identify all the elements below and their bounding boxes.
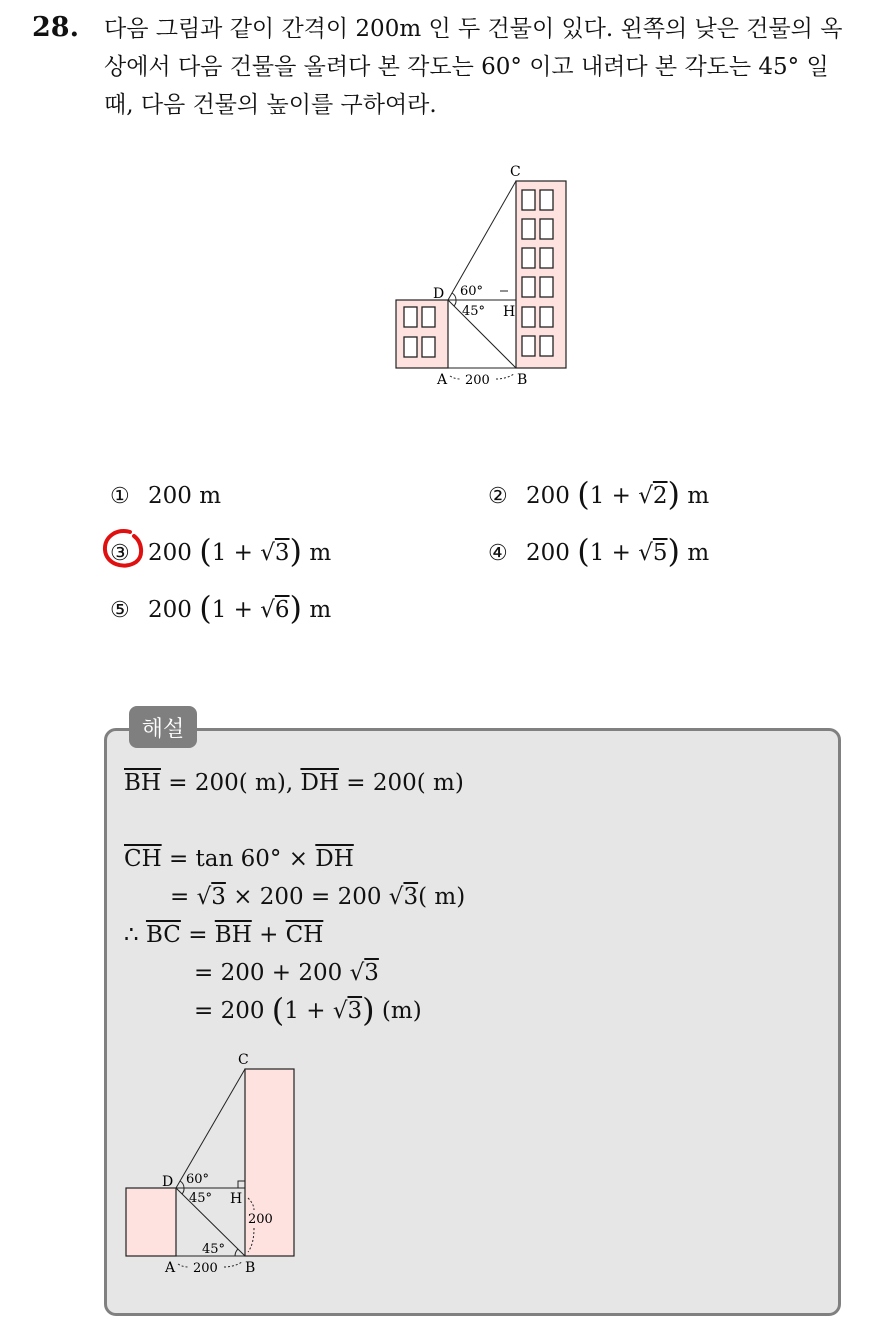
problem-figure [392, 160, 572, 392]
choice-1-unit: m [199, 483, 222, 509]
fig1-label-b: B [517, 372, 528, 388]
choice-5-number: ⑤ [110, 597, 130, 623]
choice-4[interactable]: ④ 200 ( 1 + √5 ) m [488, 532, 710, 570]
choice-1-number: ① [110, 483, 130, 509]
choice-2-unit: m [687, 483, 710, 509]
choice-1[interactable] [110, 476, 221, 516]
choice-2-coef: 200 [526, 483, 570, 509]
fig1-distance: 200 [465, 373, 490, 388]
solution-line-5: = 200 + 200 √3 [194, 960, 379, 986]
fig2-label-c: C [238, 1052, 249, 1068]
fig1-label-c: C [510, 164, 521, 180]
choice-4-coef: 200 [526, 540, 570, 566]
fig1-label-h: H [503, 304, 516, 320]
choice-5-unit: m [309, 597, 332, 623]
choice-3-sqrt: √3 [260, 540, 290, 566]
solution-line-4: ∴ $\overline{BC} = \overline{BH} + \overline{CH}$ [124, 922, 324, 948]
fig2-label-d: D [162, 1174, 174, 1190]
solution-line-2: $\overline{CH} = \tan 60^\circ \times \overline{DH}$ [124, 846, 354, 872]
choice-4-number: ④ [488, 540, 508, 566]
fig2-label-h: H [230, 1191, 243, 1207]
choice-3[interactable]: ③ 200 ( 1 + √3 ) m [110, 532, 332, 570]
fig1-label-d: D [433, 286, 445, 302]
fig2-bh-length: 200 [248, 1212, 273, 1227]
question-number: 28. [32, 12, 79, 43]
choice-1-value: 200 [148, 483, 192, 509]
choice-5[interactable]: ⑤ 200 ( 1 + √6 ) m [110, 589, 332, 627]
fig2-label-b: B [245, 1260, 256, 1276]
fig2-angle-down: 45° [189, 1191, 213, 1206]
fig2-low-building [126, 1188, 176, 1256]
choice-5-coef: 200 [148, 597, 192, 623]
fig2-angle-up: 60° [186, 1172, 210, 1187]
fig1-angle-up: 60° [460, 284, 484, 299]
line-dc [448, 181, 516, 300]
solution-line-6: = 200 (1 + √3) (m) [194, 991, 422, 1029]
choice-3-unit: m [309, 540, 332, 566]
solution-line-1: $\overline{BH} = 200$( m), $\overline{DH} = 200$( m) [124, 770, 464, 796]
fig2-label-a: A [165, 1260, 176, 1276]
fig2-angle-b: 45° [202, 1242, 226, 1257]
choice-2[interactable]: ② 200 ( 1 + √2 ) m [488, 475, 710, 513]
solution-line-3: = √3 × 200 = 200 √3( m) [170, 884, 466, 910]
question-text: 다음 그림과 같이 간격이 200m 인 두 건물이 있다. 왼쪽의 낮은 건물의 옥상에서 다음 건물을 올려다 본 각도는 60° 이고 내려다 본 각도는 45° 일 때, 다음 건물의 높이를 구하여라. [104, 16, 843, 118]
choice-3-number: ③ [110, 540, 130, 566]
fig1-angle-down: 45° [462, 304, 486, 319]
fig2-distance: 200 [193, 1261, 218, 1276]
choice-2-number: ② [488, 483, 508, 509]
choice-2-sqrt: √2 [638, 483, 668, 509]
choice-3-coef: 200 [148, 540, 192, 566]
solution-tag: 해설 [129, 706, 197, 748]
choice-4-unit: m [687, 540, 710, 566]
choice-5-sqrt: √6 [260, 597, 290, 623]
fig2-tall-building [245, 1069, 294, 1256]
answer-circle-mark [100, 526, 146, 572]
solution-figure [120, 1048, 300, 1280]
choice-4-sqrt: √5 [638, 540, 668, 566]
fig1-label-a: A [437, 372, 448, 388]
